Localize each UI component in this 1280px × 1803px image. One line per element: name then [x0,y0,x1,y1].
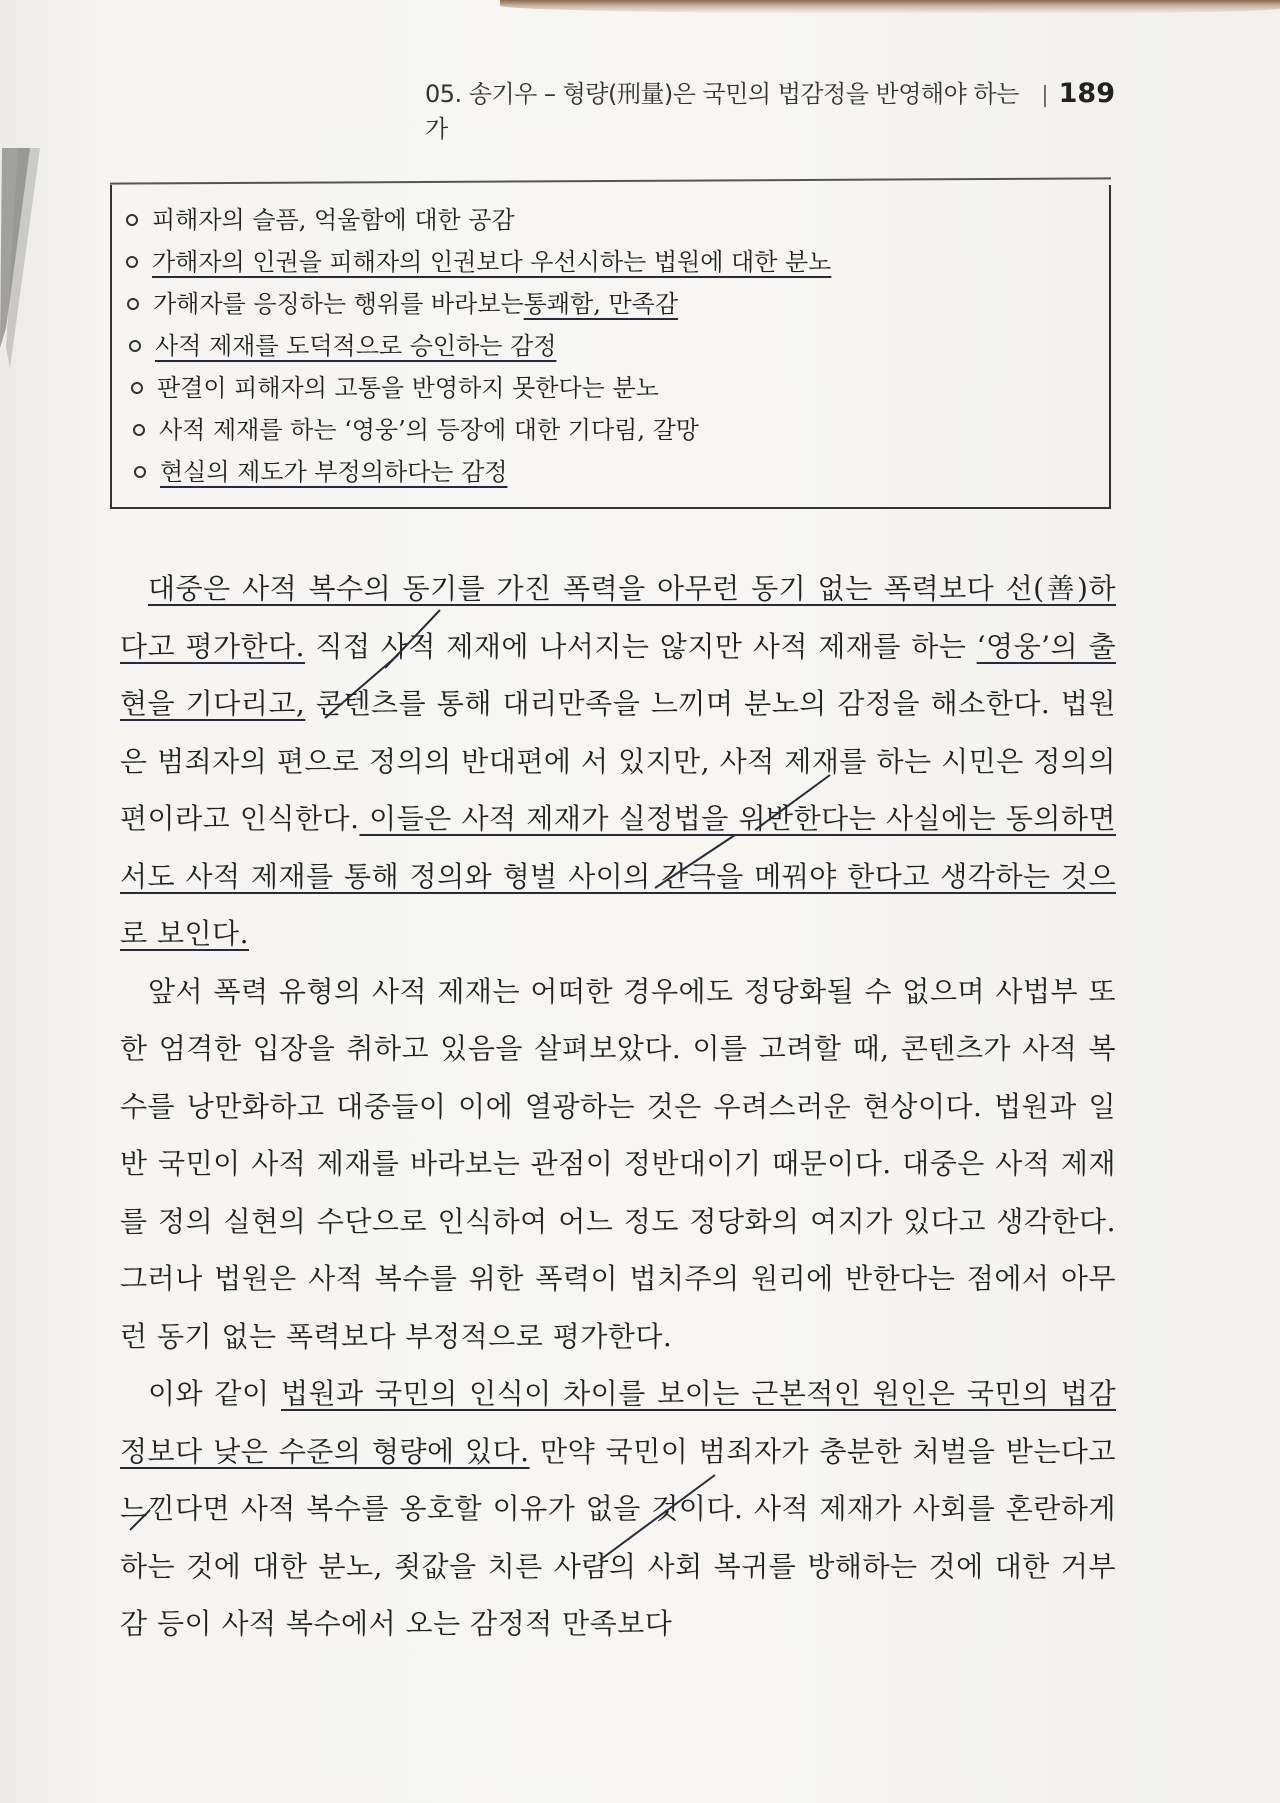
circle-bullet-icon [134,466,146,478]
underlined-sentence: ‘영웅’의 출현을 기다리고, [120,629,1116,720]
list-item [126,205,515,235]
list-item [131,373,659,403]
sentence: 이와 같이 [148,1377,281,1410]
emotion-list-box [110,185,1111,509]
list-item-text: 가해자를 응징하는 행위를 바라보는 [153,290,524,318]
list-item-text: 판결이 피해자의 고통을 반영하지 못한다는 분노 [157,374,659,402]
circle-bullet-icon [126,214,138,226]
circle-bullet-icon [126,256,138,268]
sentence: 콘텐츠를 통해 대리만족을 느끼며 분노의 감정을 해소한다. 법원은 범죄자의 편으로 정의의 반대편에 서 있지만, 사적 제재를 하는 시민은 정의의 편이라고 인식한다. [120,687,1117,835]
list-item-text: 사적 제재를 하는 ‘영웅’의 등장에 대한 기다림, 갈망 [159,416,699,444]
list-item-underlined: 사적 제재를 도덕적으로 승인하는 감정 [155,332,557,360]
body-text [120,560,1116,1653]
running-title: 05. 송기우 – 형량(刑量)은 국민의 법감정을 반영해야 하는가 [425,80,1019,143]
underlined-sentence: 법원과 국민의 인식이 차이를 보이는 근본적인 원인은 국민의 법감정보다 낮은 수준의 형량에 있다. [120,1377,1116,1468]
underlined-sentence: 대중은 사적 복수의 동기를 가진 폭력을 아무런 동기 없는 폭력보다 선(善)하다고 평가한다. [120,572,1116,663]
circle-bullet-icon [131,382,143,394]
page-number: 189 [1058,78,1115,109]
list-item-underlined: 통쾌함, 만족감 [523,290,679,318]
list-item-underlined: 현실의 제도가 부정의하다는 감정 [160,458,508,486]
list-item [133,415,699,445]
circle-bullet-icon [127,298,139,310]
header-separator: | [1041,83,1049,108]
list-item [129,331,556,361]
circle-bullet-icon [133,424,145,436]
list-item [134,457,507,487]
running-header [425,74,1115,143]
paragraph-2: 앞서 폭력 유형의 사적 제재는 어떠한 경우에도 정당화될 수 없으며 사법부 또한 엄격한 입장을 취하고 있음을 살펴보았다. 이를 고려할 때, 콘텐츠가 사적 복수를 낭만화하고 대중들이 이에 열광하는 것은 우려스러운 현상이다. 법원과 일반 국민이 사적 제재를 바라보는 관점이 정반대이기 때문이다. 대중은 사적 제재를 정의 실현의 수단으로 인식하여 어느 정도 정당화의 여지가 있다고 생각한다. 그러나 법원은 사적 복수를 위한 폭력이 법치주의 원리에 반한다는 점에서 아무런 동기 없는 폭력보다 부정적으로 평가한다. [120,974,1116,1353]
list-item-text: 가해자의 인권을 피해자의 인권보다 우선시하는 법원에 대한 분노 [152,248,832,276]
paragraph-1 [120,560,1116,963]
sentence: 만약 국민이 범죄자가 충분한 처벌을 받는다고 느낀다면 사적 복수를 옹호할 이유가 없을 것이다. 사적 제재가 사회를 혼란하게 하는 것에 대한 분노, 죗값을 치른 사람의 사회 복귀를 방해하는 것에 대한 거부감 등이 사적 복수에서 오는 감정적 만족보다 [120,1434,1116,1640]
list-item-text: 피해자의 슬픔, 억울함에 대한 공감 [152,206,515,234]
circle-bullet-icon [129,340,141,352]
paragraph-3 [120,1365,1116,1653]
sentence: 직접 사적 제재에 나서지는 않지만 사적 제재를 하는 [305,629,977,663]
binding-shadow [0,148,44,408]
list-item [127,289,678,319]
list-item [126,247,831,277]
underlined-sentence: 이들은 사적 제재가 실정법을 위반한다는 사실에는 동의하면서도 사적 제재를 통해 정의와 형벌 사이의 간극을 메꿔야 한다고 생각하는 것으로 보인다. [120,802,1116,950]
